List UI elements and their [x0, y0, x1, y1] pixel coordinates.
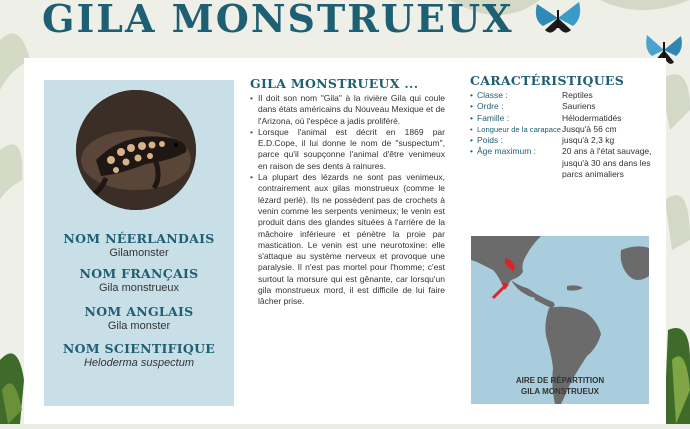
name-value: Gila monstrueux	[98, 282, 180, 294]
char-label: • Ordre :	[470, 101, 503, 112]
char-row-class	[470, 90, 660, 101]
gila-monster-photo	[76, 90, 196, 210]
char-row-weight	[470, 135, 660, 146]
characteristics-title: CARACTÉRISTIQUES	[470, 73, 625, 88]
char-value: Reptiles	[562, 90, 593, 100]
description-bullet: • La plupart des lézards ne sont pas venimeux, contrairement aux gilas monstrueux (comme le lézard perlé). Ils ne possèdent pas de crochets à venin comme les serpents venimeux; le venin est produit dans des glandes situées à l'arrière de la mâchoire inférieure et pénètre la proie par mastication. Le venin est une neurotoxine: elle s'attaque au système nerveux et provoque une paralysie. Il n'est pas mortel pour l'homme; c'est surtout la morsure qui est gênante, car lorsqu'un gila monstrueux mord, il est difficile de lui faire lâcher prise.	[250, 172, 445, 308]
description-bullet: • Il doit son nom "Gila" à la rivière Gila qui coule dans états américains du Nouveau Mexique et de l'Arizona, où l'espèce a jadis proliféré.	[250, 93, 445, 127]
description-section	[250, 76, 445, 308]
char-label: • Longueur de la carapace :	[470, 124, 565, 135]
description-list	[250, 93, 445, 308]
name-heading: NOM FRANÇAIS	[79, 266, 199, 281]
characteristics-section	[470, 73, 660, 180]
char-row-length	[470, 124, 660, 135]
char-value: Hélodermatidés	[562, 112, 622, 123]
char-value: jusqu'à 2,3 kg	[562, 135, 615, 146]
char-value: 20 ans à l'état sauvage, jusqu'à 30 ans dans les parcs animaliers	[562, 146, 652, 180]
map-caption-line: GILA MONSTRUEUX	[521, 387, 599, 396]
char-label: • Classe :	[470, 90, 508, 101]
name-value: Heloderma suspectum	[83, 357, 195, 369]
name-value: Gilamonster	[109, 247, 169, 259]
name-heading: NOM ANGLAIS	[84, 304, 194, 319]
description-bullet: • Lorsque l'animal est décrit en 1869 par E.D.Cope, il lui donne le nom de "suspectum", parce qu'il soupçonne l'animal d'être venimeux en raison de ses dents à rainures.	[250, 127, 445, 172]
char-value: Jusqu'à 56 cm	[562, 123, 617, 134]
name-heading: NOM SCIENTIFIQUE	[62, 341, 216, 356]
map-caption	[471, 375, 649, 397]
char-label: • Âge maximum :	[470, 146, 536, 157]
char-row-age	[470, 146, 660, 180]
distribution-map	[471, 236, 649, 404]
char-label: • Poids :	[470, 135, 503, 146]
char-row-family	[470, 113, 660, 124]
char-value: Sauriens	[562, 101, 596, 112]
butterfly-icon	[533, 0, 583, 36]
name-value: Gila monster	[107, 320, 171, 332]
name-scientific	[44, 341, 234, 370]
name-french	[44, 266, 234, 295]
map-caption-line: AIRE DE RÉPARTITION	[515, 376, 605, 385]
name-english	[44, 304, 234, 333]
page-title: GILA MONSTRUEUX	[42, 0, 514, 41]
name-heading: NOM NÉERLANDAIS	[63, 231, 215, 246]
char-label: • Famille :	[470, 113, 509, 124]
name-dutch	[44, 231, 234, 260]
description-title: GILA MONSTRUEUX ...	[250, 76, 419, 91]
lizard-illustration	[76, 90, 196, 210]
char-row-order	[470, 101, 660, 112]
